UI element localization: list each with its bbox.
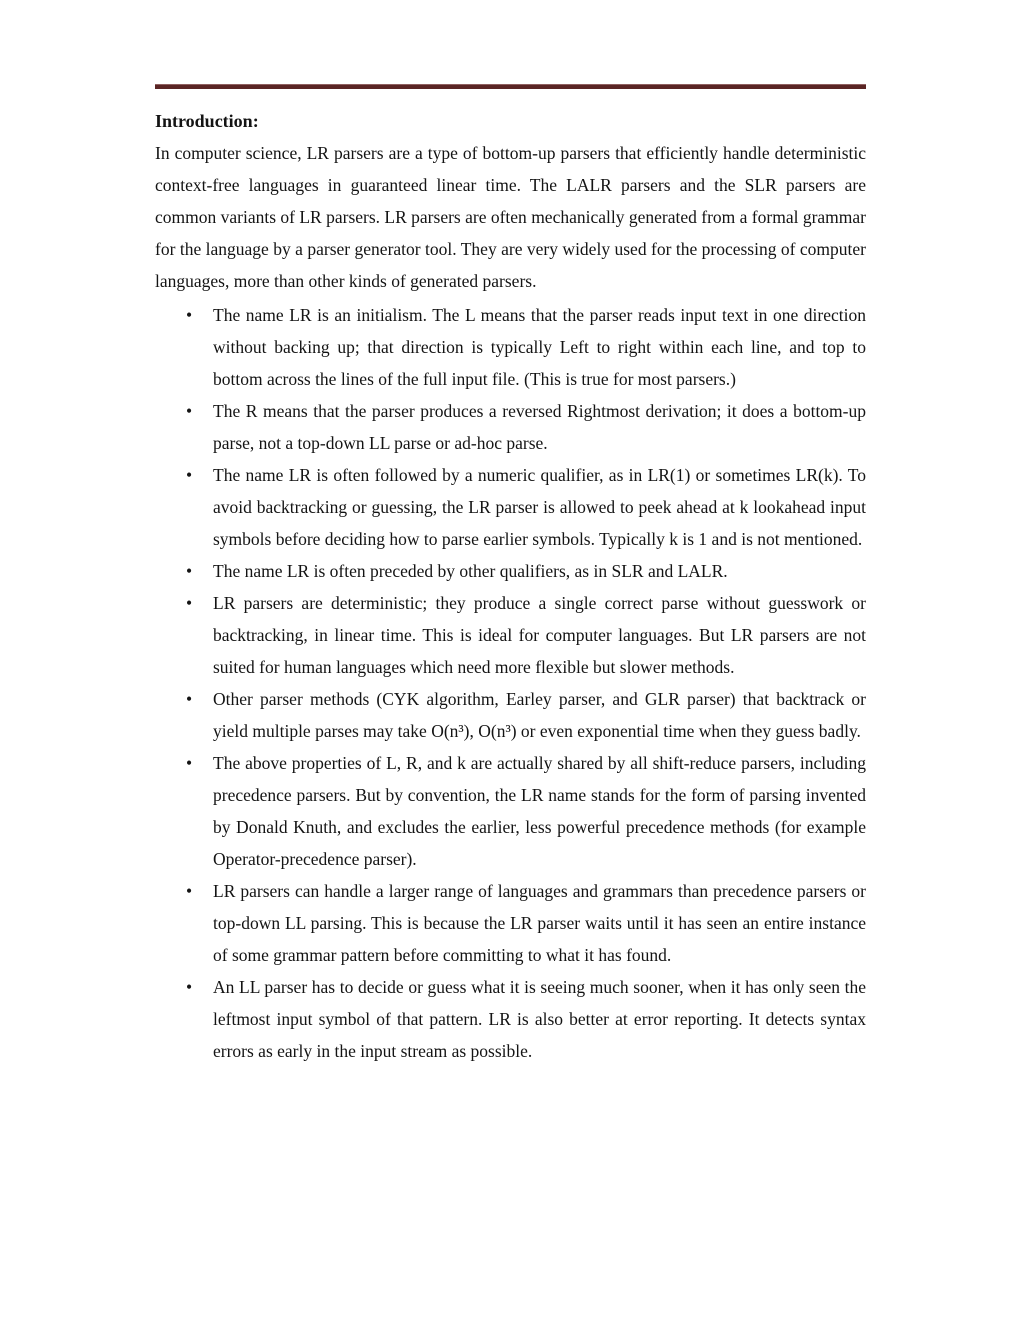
- heading-rule: [155, 84, 866, 89]
- bullet-item: • The name LR is often preceded by other qualifiers, as in SLR and LALR.: [155, 555, 866, 587]
- bullet-item: • Other parser methods (CYK algorithm, Earley parser, and GLR parser) that backtrack or yield multiple parses may take O(n³), O(n³) or even exponential time when they guess badly.: [155, 683, 866, 747]
- bullet-item: • The above properties of L, R, and k are actually shared by all shift-reduce parsers, including precedence parsers. But by convention, the LR name stands for the form of parsing invented by Donald Knuth, and excludes the earlier, less powerful precedence methods (for example Operator-precedence parser).: [155, 747, 866, 875]
- section-heading: Introduction:: [155, 111, 259, 131]
- bullet-item: • The name LR is often followed by a numeric qualifier, as in LR(1) or sometimes LR(k). To avoid backtracking or guessing, the LR parser is allowed to peek ahead at k lookahead input symbols before deciding how to parse earlier symbols. Typically k is 1 and is not mentioned.: [155, 459, 866, 555]
- bullet-item: • The R means that the parser produces a reversed Rightmost derivation; it does a bottom-up parse, not a top-down LL parse or ad-hoc parse.: [155, 395, 866, 459]
- bullet-item: • An LL parser has to decide or guess what it is seeing much sooner, when it has only seen the leftmost input symbol of that pattern. LR is also better at error reporting. It detects syntax errors as early in the input stream as possible.: [155, 971, 866, 1067]
- bullet-item: • LR parsers are deterministic; they produce a single correct parse without guesswork or backtracking, in linear time. This is ideal for computer languages. But LR parsers are not suited for human languages which need more flexible but slower methods.: [155, 587, 866, 683]
- bullet-item: • The name LR is an initialism. The L means that the parser reads input text in one direction without backing up; that direction is typically Left to right within each line, and top to bottom across the lines of the full input file. (This is true for most parsers.): [155, 299, 866, 395]
- bullet-list: [155, 299, 866, 1067]
- page-content: [155, 84, 866, 1067]
- intro-paragraph: In computer science, LR parsers are a type of bottom-up parsers that efficiently handle deterministic context-free languages in guaranteed linear time. The LALR parsers and the SLR parsers are common variants of LR parsers. LR parsers are often mechanically generated from a formal grammar for the language by a parser generator tool. They are very widely used for the processing of computer languages, more than other kinds of generated parsers.: [155, 143, 866, 291]
- bullet-item: • LR parsers can handle a larger range of languages and grammars than precedence parsers or top-down LL parsing. This is because the LR parser waits until it has seen an entire instance of some grammar pattern before committing to what it has found.: [155, 875, 866, 971]
